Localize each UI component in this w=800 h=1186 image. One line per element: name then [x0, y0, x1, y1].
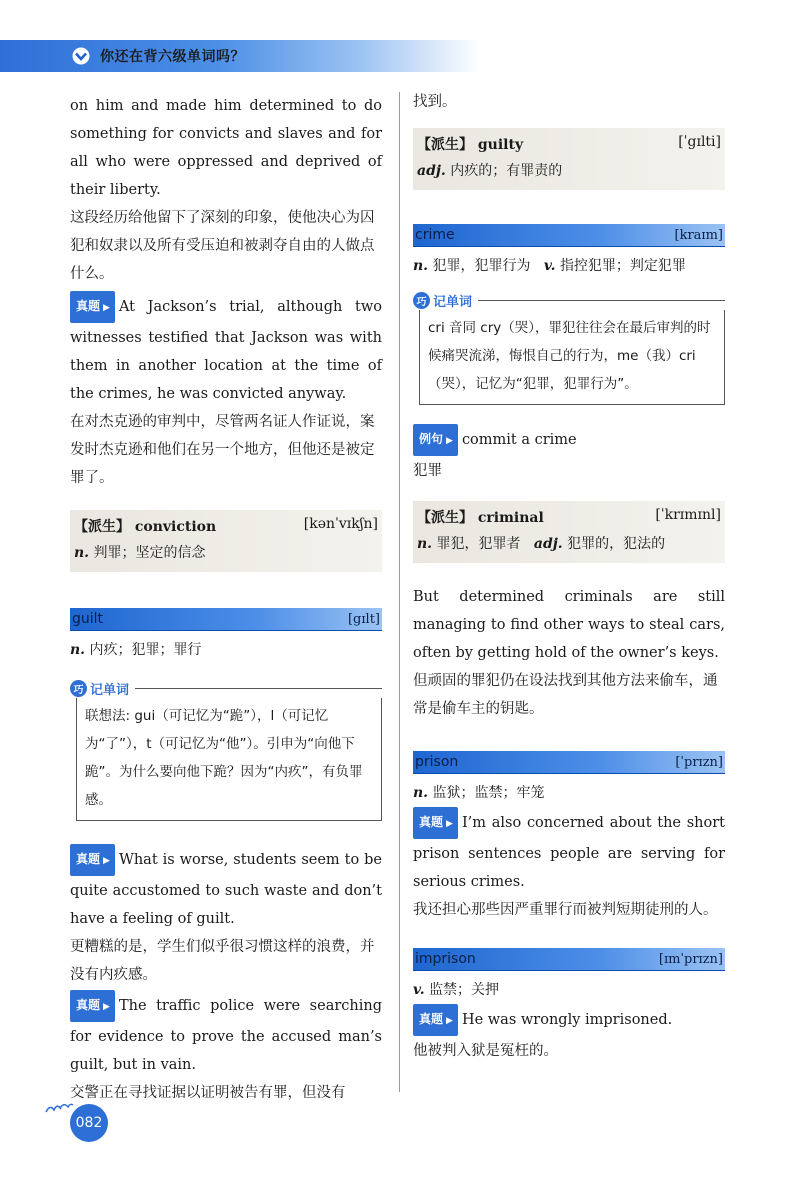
headword: guilt: [72, 611, 104, 627]
exam-sentence: 真题 ▶ What is worse, students seem to be quite accustomed to such waste and don’t have a feeling of guilt.: [70, 845, 382, 933]
memory-text: 联想法: gui（可记忆为“跪”），l（可记忆为“了”），t（可记忆为“他”）。引申为“向他下跪”。为什么要向他下跪？因为“内疚”，有负罪感。: [76, 698, 382, 821]
derive-box-criminal: 【派生】 criminal [ˈkrɪmɪnl] n. 罪犯，犯罪者 adj. 犯罪的，犯法的: [413, 501, 725, 563]
example-translation: 犯罪: [413, 463, 442, 479]
exam-sentence: 真题 ▶ The traffic police were searching for evidence to prove the accused man’s guilt, but in vain.: [70, 991, 382, 1079]
headword: imprison: [415, 951, 476, 967]
intro-en: on him and made him determined to do something for convicts and slaves and for all who were oppressed and deprived of their liberty.: [70, 98, 382, 198]
headword-bar-imprison: [413, 948, 725, 971]
example-sentence: But determined criminals are still managing to find other ways to steal cars, often by getting hold of the owner’s keys.: [413, 589, 725, 661]
headword: crime: [415, 227, 455, 243]
page-number: 082: [75, 1115, 103, 1131]
memory-title: 记单词: [90, 683, 130, 698]
continued-translation: 找到。: [413, 94, 457, 110]
headword: prison: [415, 754, 459, 770]
exam-tag: 真题 ▶: [70, 291, 115, 323]
exam-tag: 真题 ▶: [70, 844, 115, 876]
exam-translation: 我还担心那些因严重罪行而被判短期徒刑的人。: [413, 902, 718, 918]
page-number-badge: [70, 1104, 108, 1142]
column-divider: [399, 92, 400, 1092]
memory-text: cri 音同 cry（哭），罪犯往往会在最后审判的时候痛哭流涕，悔恨自己的行为，me（我）cri（哭），记忆为“犯罪，犯罪行为”。: [419, 310, 725, 405]
chapter-header-band: [0, 40, 480, 72]
derive-word: guilty: [477, 137, 524, 153]
definition: n. 内疚；犯罪；罪行: [70, 642, 202, 658]
chapter-title: 你还在背六级单词吗？: [100, 49, 245, 65]
definition: 判罪；坚定的信念: [93, 545, 206, 561]
phonetic: [kənˈvɪkʃn]: [303, 516, 378, 532]
example-tag: 例句 ▶: [413, 424, 458, 456]
exam-sentence: 真题 ▶ At Jackson’s trial, although two witnesses testified that Jackson was with them in another location at the time of the crimes, he was convicted anyway.: [70, 292, 382, 408]
memory-tip: [413, 291, 725, 405]
example-sentence: 例句 ▶ commit a crime: [413, 425, 725, 457]
memory-icon: 巧: [413, 292, 430, 309]
exam-sentence: 真题 ▶ He was wrongly imprisoned.: [413, 1005, 725, 1037]
memory-icon: 巧: [70, 680, 87, 697]
chevron-down-icon: [72, 47, 90, 65]
exam-translation: 在对杰克逊的审判中，尽管两名证人作证说，案发时杰克逊和他们在另一个地方，但他还是被定罪了。: [70, 414, 375, 486]
headword-bar-prison: [413, 751, 725, 774]
phonetic: [gɪlt]: [347, 611, 380, 627]
exam-tag: 真题 ▶: [70, 990, 115, 1022]
headword-bar-crime: [413, 224, 725, 247]
intro-zh: 这段经历给他留下了深刻的印象，使他决心为囚犯和奴隶以及所有受压迫和被剥夺自由的人做点什么。: [70, 210, 375, 282]
phonetic: [ˈkrɪmɪnl]: [655, 507, 721, 523]
exam-tag: 真题 ▶: [413, 1004, 458, 1036]
exam-tag: 真题 ▶: [413, 807, 458, 839]
left-column: [70, 92, 382, 1107]
bird-decoration-icon: [44, 1100, 74, 1116]
phonetic: [ɪmˈprɪzn]: [658, 951, 723, 967]
derive-word: criminal: [477, 510, 544, 526]
memory-tip: [70, 679, 382, 821]
example-translation: 但顽固的罪犯仍在设法找到其他方法来偷车，通常是偷车主的钥匙。: [413, 673, 718, 717]
definition: 内疚的；有罪责的: [450, 163, 563, 179]
phonetic: [ˈgɪlti]: [678, 134, 721, 150]
definition: n. 监狱；监禁；牢笼: [413, 785, 545, 801]
exam-translation: 他被判入狱是冤枉的。: [413, 1043, 558, 1059]
exam-sentence: 真题 ▶ I’m also concerned about the short prison sentences people are serving for serious crimes.: [413, 808, 725, 896]
definition: n. 犯罪，犯罪行为 v. 指控犯罪；判定犯罪: [413, 258, 686, 274]
headword-bar-guilt: [70, 608, 382, 631]
exam-translation: 交警正在寻找证据以证明被告有罪，但没有: [70, 1085, 346, 1101]
definition: v. 监禁；关押: [413, 982, 500, 998]
phonetic: [kraɪm]: [674, 227, 723, 243]
derive-box-conviction: 【派生】 conviction [kənˈvɪkʃn] n. 判罪；坚定的信念: [70, 510, 382, 572]
right-column: [413, 92, 725, 1065]
derive-box-guilty: 【派生】 guilty [ˈgɪlti] adj. 内疚的；有罪责的: [413, 128, 725, 190]
phonetic: [ˈprɪzn]: [675, 754, 723, 770]
memory-title: 记单词: [433, 295, 473, 310]
exam-translation: 更糟糕的是，学生们似乎很习惯这样的浪费，并没有内疚感。: [70, 939, 375, 983]
derive-word: conviction: [134, 519, 217, 535]
